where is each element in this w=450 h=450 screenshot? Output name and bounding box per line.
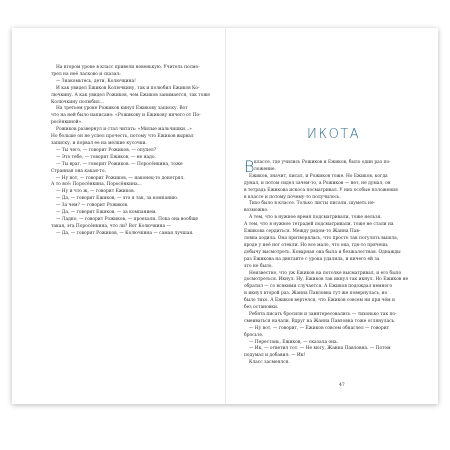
text-line: — Ладно, — говорит Рожиков, — проехали. Пока она вообще <box>56 216 199 222</box>
text-line: досмотреться. Икнул. Ну, Ежиков так икнул так икнул. Но Ежиков не <box>244 277 409 283</box>
text-line: — Да, — говорит Рожиков, — Колючкина — самая лучшая. <box>56 230 194 236</box>
text-line: классе, где учились Рожиков и Ежиков, было один раз по- <box>254 160 391 165</box>
text-line: — Ты чего, — говорит Рожиков, — опупел? <box>56 147 157 153</box>
text-line: трел на неё ласково и сказал: <box>51 71 121 77</box>
dropcap-letter: В <box>244 157 255 176</box>
text-line: Рожиков развернул и стал читать: «Милые мальчишки...» <box>56 127 192 133</box>
left-page-text <box>51 65 211 238</box>
text-line: и икнул второй раз. Жанна Павловна тут же повернулась, но <box>244 291 388 297</box>
text-line: что на ней было написано: «Рожикову и Ежикову ничего от По- <box>51 113 201 119</box>
chapter-title: ИКОТА <box>307 127 361 142</box>
text-line: А тем, что в нужное тетрадей подсматривали, тоже не стали на <box>244 222 394 228</box>
text-line: Тихо было в классе. Только листы писали, шуметь не- <box>249 201 376 207</box>
text-line: А то всё: Поросёнкина, Поросёнкина... <box>51 182 142 188</box>
text-line: — Знакомьтесь, дети, Колючкина! <box>56 78 136 84</box>
text-line: в тетрадь Ежикова искоса посматривал. У них особые положения <box>244 187 398 193</box>
left-page <box>12 28 225 404</box>
text-line: Ежикова сердиться. Между рядом-то Жанна Пав- <box>244 229 361 235</box>
text-line: ловна ходила. Она притворялась, что просто так погулять вышла, <box>244 235 399 241</box>
text-line: Неизвестно, что уж Ежиков на потолке высматривал, и его было <box>249 270 402 276</box>
text-line: было тихо. А Ежиков вертелся, что Ежиков совсем ни при чём и <box>244 298 395 304</box>
text-line: Класс засмеялся. <box>249 360 290 366</box>
text-line: Колючкину полюбил... <box>51 99 104 105</box>
text-line: такая, эта Поросёнкина, что ли? Вот Колючкина — <box>51 223 171 229</box>
text-line: — Это тебе, — говорит Ежиков, — не надо. <box>56 154 156 160</box>
text-line: лючкину. А как увидел Рожиков, чем Ежиков занимается, так тоже <box>51 92 210 98</box>
text-line: — Ты враг, — говорит Рожиков. — Поросёнкина, тоже <box>56 161 183 167</box>
text-line: — Да, — говорит Ежиков, — это я так, за компанию. <box>56 196 179 202</box>
book-spread <box>12 28 438 404</box>
text-line: — Перестань, Ежиков, — сказала она. <box>249 339 339 345</box>
text-line: без остановки. <box>244 305 279 311</box>
text-line: вроде у неё ног отекли. Но все мало, что она, где-то прячешь <box>244 242 388 248</box>
right-page <box>225 28 438 404</box>
text-line: Ежиков, значит, писал, и Рожиков тоже. Но Ежиков, когда <box>249 173 388 179</box>
text-line: А тем, что в нужное время подсматривали, тоже нельзя. <box>249 215 382 221</box>
right-page-text <box>244 157 409 367</box>
text-line: Странная она какая-то. <box>51 168 106 174</box>
text-line: — Ну вот, — говорит Рожиков, — наконец-то донетрял. <box>56 175 185 181</box>
text-line: — За чем? — говорит Рожиков. <box>56 203 129 209</box>
text-line: это не было. <box>244 263 273 269</box>
text-line: И как увидел Ежиков Колючкину, так и полюбил Ежиков Ко- <box>56 85 200 91</box>
text-line: росёнкиной». <box>51 120 83 126</box>
text-line: записку, и порвал ее на мелкие кусочки. <box>51 140 147 146</box>
text-line: ложение. <box>254 166 276 172</box>
text-line: — Да, — говорит Ежиков, — за компанием. <box>56 210 157 216</box>
text-line: — Ик, — ответил тот. — Не могу, Жанна Павловна. — Потом <box>249 346 391 352</box>
text-line: Ребята писать бросили и заинтересовались — тихонько так по- <box>249 311 397 317</box>
text-line: в классе и потому почему-то получилось. <box>244 194 341 200</box>
text-line: думал, и потом сидел зачем-то, а Рожиков — нет, не думал, он <box>244 180 391 186</box>
text-line: На втором уроке в класс привели новенькую. Учитель посмо- <box>56 65 200 70</box>
text-line: — Ну и что ж, — говорит Ежиков. <box>56 189 135 195</box>
text-line: раз Ежикова на диктанте с урока удалила, и ничего ей за <box>244 256 380 262</box>
text-line: возможно. <box>244 208 269 214</box>
text-line: — Ну вот, — говорит, — Ежиков совсем обнаглел — говорит <box>249 325 390 331</box>
text-line: смеиваться начали. Вдруг на Жанна Павловна тоже оглянулась. <box>244 318 396 324</box>
text-line: добычу высмотреть. Коварная она была и безжалостная. Однажды <box>244 249 401 255</box>
page-number: 47 <box>339 383 345 388</box>
text-line: обратил — со всякими случается. А Ежиков подождал немного <box>244 284 393 290</box>
text-line: подумал и добавил: — Ик! <box>244 353 306 359</box>
text-line: Но больше он не успел прочесть, потому что Ежиков вырвал <box>51 134 194 140</box>
text-line: бросьте. <box>244 332 264 338</box>
text-line: На третьем уроке Рожиков кинул Ежикову записку. Вот <box>56 106 188 112</box>
